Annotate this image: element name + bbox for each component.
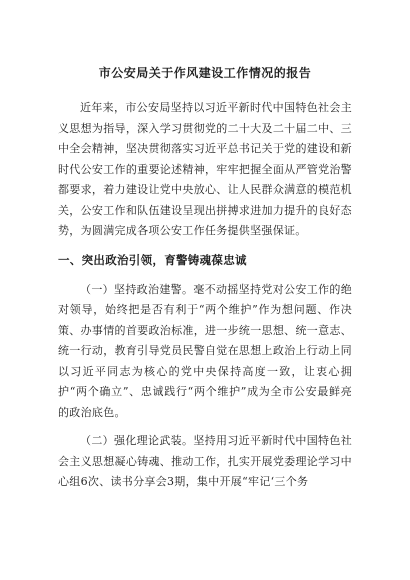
document-title: 市公安局关于作风建设工作情况的报告 bbox=[98, 66, 312, 80]
body-paragraph: （一）坚持政治建警。毫不动摇坚持党对公安工作的绝对领导，始终把是否有利于“两个维护”作为想问题、作决策、办事情的首要政治标准，进一步统一思想、统一意志、统一行动，教育引导党员民警自觉在思想上政治上行动上同以习近平同志为核心的党中央保持高度一致，让衷心拥护“两个确立”、忠诚践行“两个维护”成为全市公安最鲜亮的政治底色。 bbox=[58, 282, 352, 419]
section-heading: 一、突出政治引领，育警铸魂葆忠诚 bbox=[58, 252, 247, 267]
body-paragraph: （二）强化理论武装。坚持用习近平新时代中国特色社会主义思想凝心铸魂、推动工作，扎实开展党委理论学习中心组6次、读书分享会3期，集中开展“牢记‘三个务 bbox=[58, 434, 352, 488]
intro-paragraph: 近年来，市公安局坚持以习近平新时代中国特色社会主义思想为指导，深入学习贯彻党的二十大及二十届二中、三中全会精神，坚决贯彻落实习近平总书记关于党的建设和新时代公安工作的重要论述精神，牢牢把握全面从严管党治警都要求，着力建设让党中央放心、让人民群众满意的模范机关，公安工作和队伍建设呈现出拼搏求进加力提升的良好态势，为圆满完成各项公安工作任务提供坚强保证。 bbox=[58, 101, 352, 237]
